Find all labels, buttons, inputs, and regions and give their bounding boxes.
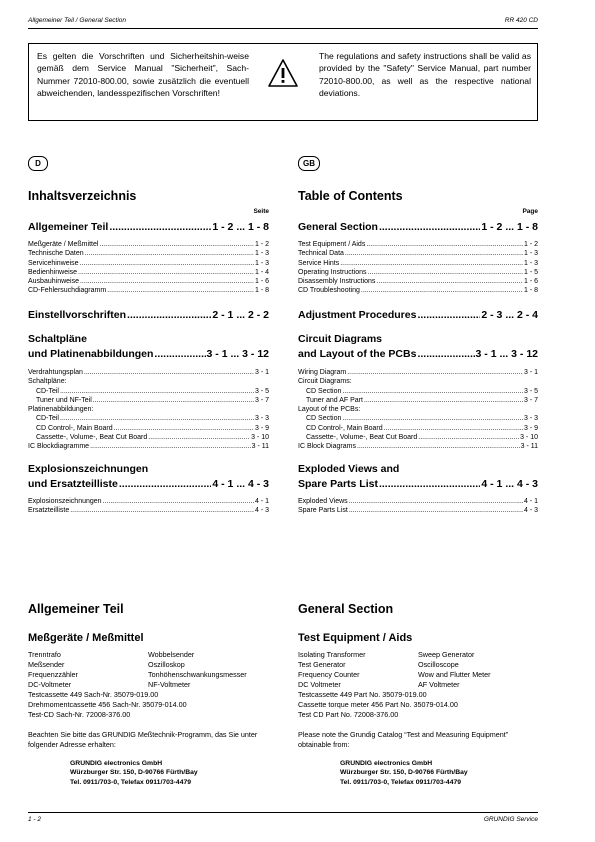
toc-list-circuits-de: Verdrahtungsplan ..... 3 - 1 Schaltpläne: CD-Teil ..... 3 - 5 Tuner und NF-Teil ..... 3 - 7 Platinenabbildungen: CD-Teil ..... 3 - 3 CD Control-, Main Board ..... 3 - 9 Cassette-, Volume-, Beat Cut Board ..... 3 - 10 IC Blockdiagramme ..... 3 - 11	[28, 368, 269, 452]
toc-title-de: Inhaltsverzeichnis	[28, 189, 137, 203]
header-left: Allgemeiner Teil / General Section	[28, 17, 127, 24]
safety-warning-en: The regulations and safety instructions shall be valid as provided by the "Safety" Service Manual, part number 72010-800.00, as well as the respective national deviations.	[319, 51, 531, 99]
toc-entry: Meßgeräte / Meßmittel ..... 1 - 2	[28, 240, 269, 249]
warning-triangle-icon	[267, 58, 299, 88]
toc-list-exploded-de: Explosionszeichnungen ..... 4 - 1 Ersatzteilliste ..... 4 - 3	[28, 497, 269, 516]
equipment-title-gb: Test Equipment / Aids	[298, 632, 413, 644]
language-badge-gb: GB	[298, 156, 320, 171]
toc-list-general-de	[28, 240, 269, 296]
toc-section-circuits-de: Schaltpläne und Platinenabbildungen ..... 3 - 1 ... 3 - 12	[28, 332, 269, 362]
toc-entry: CD-Fehlersuchdiagramm ..... 1 - 8	[28, 286, 269, 295]
toc-title-gb: Table of Contents	[298, 189, 403, 203]
footer-brand: GRUNDIG Service	[483, 816, 538, 823]
equipment-list-gb: Isolating Transformer Sweep Generator Test Generator Oscilloscope Frequency Counter Wow and Flutter Meter DC Voltmeter AF Voltmeter Testcassette 449 Part No. 35079-019.00 Cassette torque meter 456 Part No. 35079-014.00 Test CD Part No. 72008-376.00	[298, 650, 491, 719]
toc-list-general-gb: Test Equipment / Aids ..... 1 - 2 Technical Data ..... 1 - 3 Service Hints ..... 1 - 3 Operating Instructions ..... 1 - 5 Disassembly Instructions ..... 1 - 6 CD Troubleshooting ..... 1 - 8	[298, 240, 538, 296]
toc-section-adjust-gb: Adjustment Procedures ..... 2 - 3 ... 2 - 4	[298, 308, 538, 323]
header-right: RR 420 CD	[504, 17, 538, 24]
page-label-gb: Page	[522, 208, 538, 215]
section-title: Allgemeiner Teil	[28, 221, 109, 233]
address-gb: GRUNDIG electronics GmbH Würzburger Str. 150, D-90766 Fürth/Bay Tel. 0911/703-0, Telefax 0911/703-4479	[340, 760, 468, 786]
page-number: 1 - 2	[28, 816, 42, 823]
toc-entry: Servicehinweise ..... 1 - 3	[28, 259, 269, 268]
toc-list-exploded-gb: Exploded Views ..... 4 - 1 Spare Parts List ..... 4 - 3	[298, 497, 538, 516]
toc-section-general-de	[28, 220, 269, 235]
general-section-title-de: Allgemeiner Teil	[28, 602, 124, 616]
toc-list-circuits-gb: Wiring Diagram ..... 3 - 1 Circuit Diagrams: CD Section ..... 3 - 5 Tuner and AF Part ..... 3 - 7 Layout of the PCBs: CD Section ..... 3 - 3 CD Control-, Main Board ..... 3 - 9 Cassette-, Volume-, Beat Cut Board ..... 3 - 10 IC Block Diagrams ..... 3 - 11	[298, 368, 538, 452]
catalog-note-de: Beachten Sie bitte das GRUNDIG Meßtechnik-Programm, das Sie unter folgender Adresse erhalten:	[28, 730, 258, 749]
language-badge-de: D	[28, 156, 48, 171]
equipment-list-de: Trenntrafo Wobbelsender Meßsender Oszilloskop Frequenzzähler Tonhöhenschwankungsmesser DC-Voltmeter NF-Voltmeter Testcassette 449 Sach-Nr. 35079-019.00 Drehmomentcassette 456 Sach-Nr. 35079-014.00 Test-CD Sach-Nr. 72008-376.00	[28, 650, 247, 719]
page-label-de: Seite	[253, 208, 269, 215]
general-section-title-gb: General Section	[298, 602, 394, 616]
toc-section-general-gb: General Section ..... 1 - 2 ... 1 - 8	[298, 220, 538, 235]
toc-entry: Ausbauhinweise ..... 1 - 6	[28, 277, 269, 286]
section-pages: 1 - 2 ... 1 - 8	[212, 221, 269, 233]
toc-entry: Bedienhinweise ..... 1 - 4	[28, 268, 269, 277]
address-de: GRUNDIG electronics GmbH Würzburger Str. 150, D-90766 Fürth/Bay Tel. 0911/703-0, Telefax 0911/703-4479	[70, 760, 198, 786]
footer-rule	[28, 812, 538, 813]
toc-section-adjust-de: Einstellvorschriften ..... 2 - 1 ... 2 - 2	[28, 308, 269, 323]
safety-warning-box	[28, 43, 538, 121]
catalog-note-gb: Please note the Grundig Catalog “Test and Measuring Equipment” obtainable from:	[298, 730, 509, 749]
equipment-title-de: Meßgeräte / Meßmittel	[28, 632, 144, 644]
header-rule	[28, 28, 538, 29]
toc-section-circuits-gb: Circuit Diagrams and Layout of the PCBs ..... 3 - 1 ... 3 - 12	[298, 332, 538, 362]
toc-section-exploded-gb: Exploded Views and Spare Parts List ..... 4 - 1 ... 4 - 3	[298, 462, 538, 492]
toc-section-exploded-de: Explosionszeichnungen und Ersatzteilliste ..... 4 - 1 ... 4 - 3	[28, 462, 269, 492]
toc-entry: Technische Daten ..... 1 - 3	[28, 249, 269, 258]
safety-warning-de: Es gelten die Vorschriften und Sicherheitshin-weise gemäß dem Service Manual "Sicherheit", Sach-Nummer 72010-800.00, sowie zusätzlich die eventuell abweichenden, landesspezifischen Vorschriften!	[37, 51, 249, 99]
